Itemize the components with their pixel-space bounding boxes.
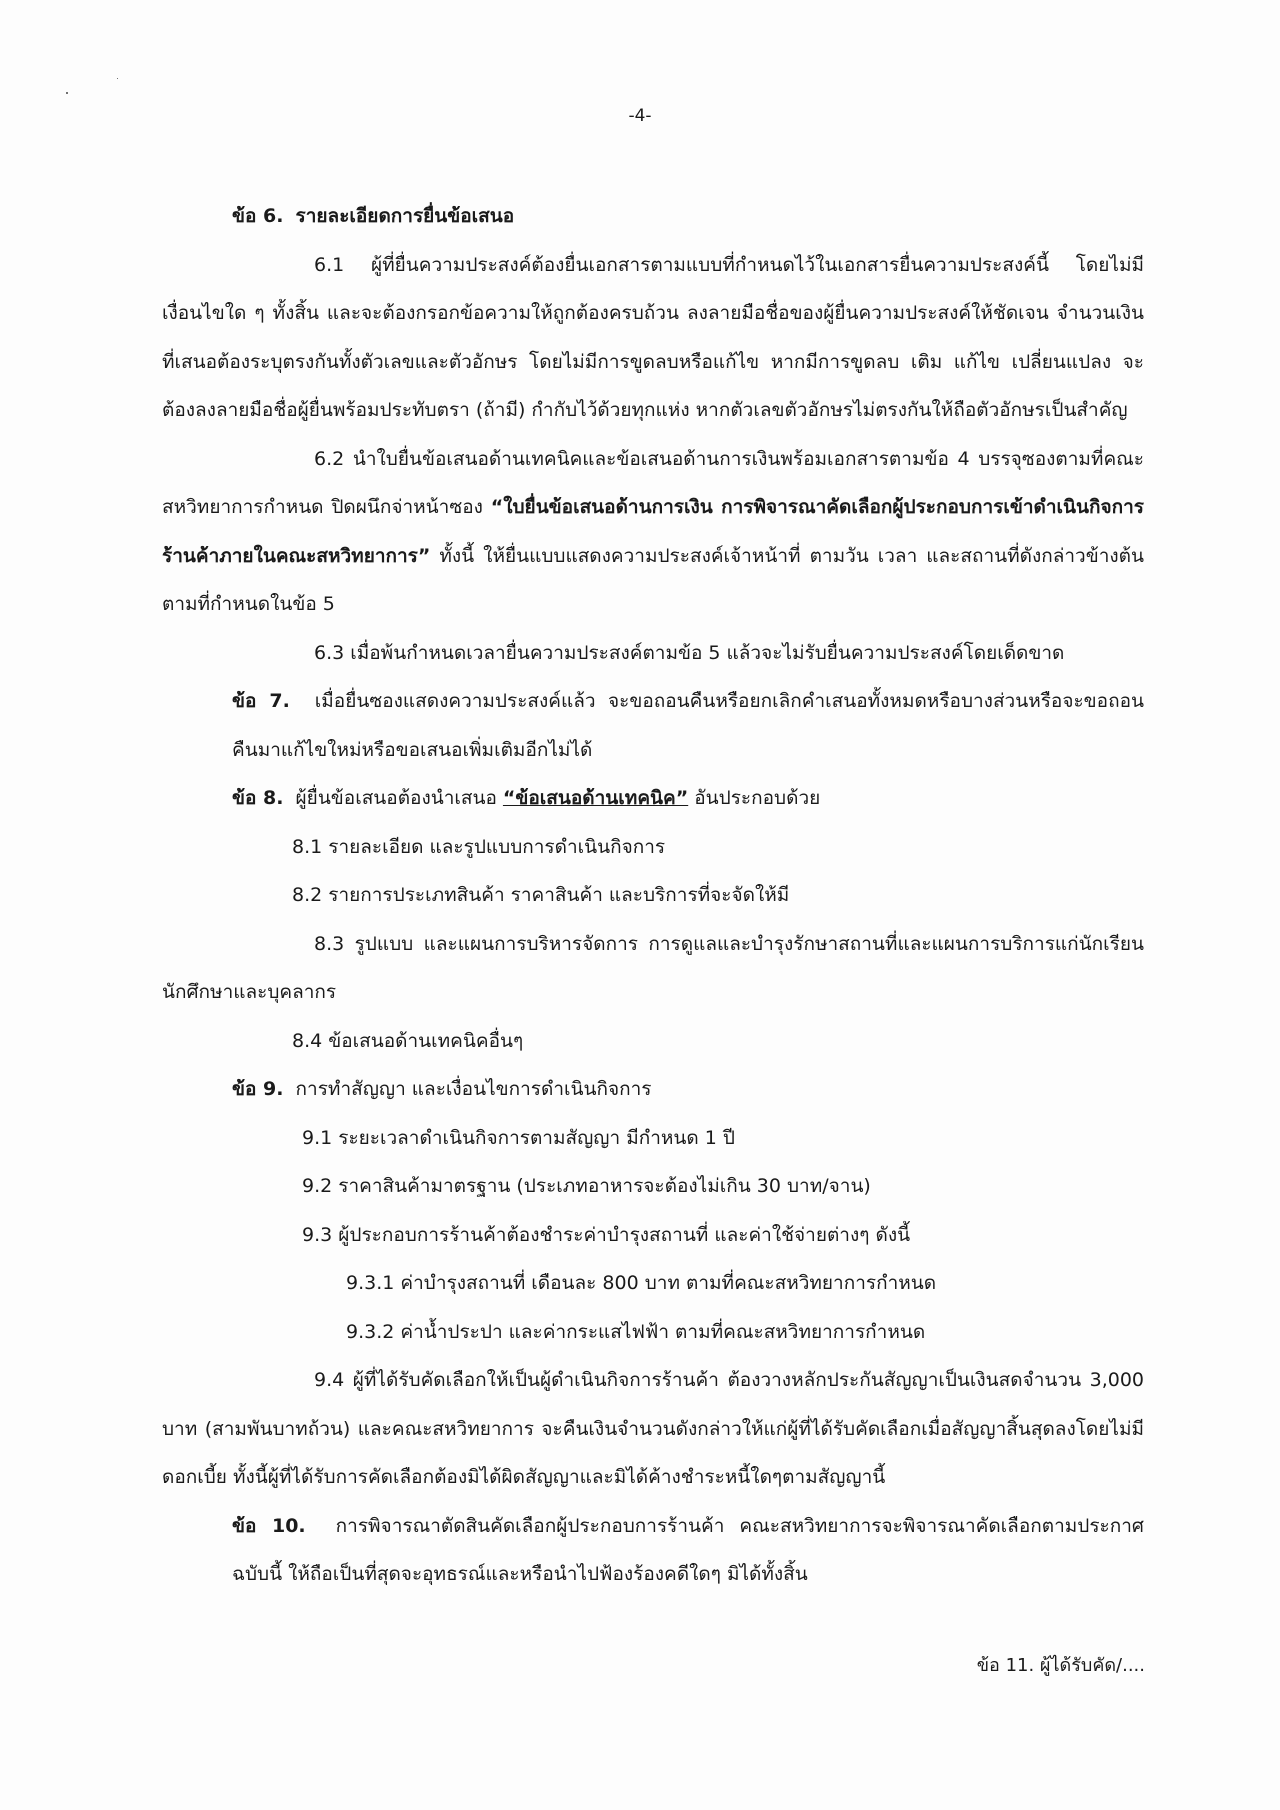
clause-9-3-2: 9.3.2 ค่าน้ำประปา และค่ากระแสไฟฟ้า ตามที่คณะสหวิทยาการกำหนด bbox=[346, 1320, 926, 1343]
document-body bbox=[162, 192, 1144, 1599]
section-7-label: ข้อ 7. bbox=[232, 690, 290, 712]
scan-speck bbox=[66, 92, 68, 94]
clause-9-1: 9.1 ระยะเวลาดำเนินกิจการตามสัญญา มีกำหนด 1 ปี bbox=[302, 1126, 735, 1149]
clause-9-4: 9.4 ผู้ที่ได้รับคัดเลือกให้เป็นผู้ดำเนินกิจการร้านค้า ต้องวางหลักประกันสัญญาเป็นเงินสดจำนวน 3,000 บาท (สามพันบาทถ้วน) และคณะสหวิทยาการ จะคืนเงินจำนวนดังกล่าวให้แก่ผู้ที่ได้รับคัดเลือกเมื่อสัญญาสิ้นสุดลงโดยไม่มีดอกเบี้ย ทั้งนี้ผู้ที่ได้รับการคัดเลือกต้องมิได้ผิดสัญญาและมิได้ค้างชำระหนี้ใดๆตามสัญญานี้ bbox=[162, 1369, 1144, 1488]
clause-8-1: 8.1 รายละเอียด และรูปแบบการดำเนินกิจการ bbox=[292, 835, 666, 858]
clause-6-2 bbox=[162, 435, 1144, 629]
clause-8-3: 8.3 รูปแบบ และแผนการบริหารจัดการ การดูแลและบำรุงรักษาสถานที่และแผนการบริการแก่นักเรียน นักศึกษาและบุคลากร bbox=[162, 932, 1144, 1003]
clause-9-3-1: 9.3.1 ค่าบำรุงสถานที่ เดือนละ 800 บาท ตามที่คณะสหวิทยาการกำหนด bbox=[346, 1272, 937, 1294]
clause-6-2-text-c: ทั้งนี้ ให้ยื่นแบบแสดงความประสงค์เจ้าหน้าที่ ตามวัน เวลา และสถานที่ดังกล่าวข้างต้นตามที่กำหนดในข้อ 5 bbox=[162, 544, 1144, 615]
section-6-heading bbox=[162, 192, 1144, 241]
clause-6-3: 6.3 เมื่อพ้นกำหนดเวลายื่นความประสงค์ตามข้อ 5 แล้วจะไม่รับยื่นความประสงค์โดยเด็ดขาด bbox=[314, 641, 1065, 664]
clause-8-2: 8.2 รายการประเภทสินค้า ราคาสินค้า และบริการที่จะจัดให้มี bbox=[292, 884, 790, 906]
section-8-label: ข้อ 8. bbox=[232, 787, 284, 809]
section-7 bbox=[162, 677, 1144, 774]
section-8 bbox=[162, 774, 1144, 823]
section-9-text: การทำสัญญา และเงื่อนไขการดำเนินกิจการ bbox=[295, 1078, 652, 1100]
section-8-text-a: ผู้ยื่นข้อเสนอต้องนำเสนอ bbox=[295, 787, 497, 809]
section-6-title: รายละเอียดการยื่นข้อเสนอ bbox=[295, 205, 515, 227]
section-9-label: ข้อ 9. bbox=[232, 1078, 284, 1100]
section-6-label: ข้อ 6. bbox=[232, 205, 284, 227]
scan-speck bbox=[117, 78, 118, 79]
clause-9-2: 9.2 ราคาสินค้ามาตรฐาน (ประเภทอาหารจะต้องไม่เกิน 30 บาท/จาน) bbox=[302, 1175, 871, 1197]
section-8-text-b: อันประกอบด้วย bbox=[694, 787, 821, 809]
clause-6-1: 6.1 ผู้ที่ยื่นความประสงค์ต้องยื่นเอกสารตามแบบที่กำหนดไว้ในเอกสารยื่นความประสงค์นี้ โดยไม่มีเงื่อนไขใด ๆ ทั้งสิ้น และจะต้องกรอกข้อความให้ถูกต้องครบถ้วน ลงลายมือชื่อของผู้ยื่นความประสงค์ให้ชัดเจน จำนวนเงินที่เสนอต้องระบุตรงกันทั้งตัวเลขและตัวอักษร โดยไม่มีการขูดลบหรือแก้ไข หากมีการขูดลบ เติม แก้ไข เปลี่ยนแปลง จะต้องลงลายมือชื่อผู้ยื่นพร้อมประทับตรา (ถ้ามี) กำกับไว้ด้วยทุกแห่ง หากตัวเลขตัวอักษรไม่ตรงกันให้ถือตัวอักษรเป็นสำคัญ bbox=[162, 253, 1144, 421]
clause-6-2-envelope-title: “ใบยื่นข้อเสนอด้านการเงิน การพิจารณาคัดเลือกผู้ประกอบการเข้าดำเนินกิจการร้านค้าภายในคณะสหวิทยาการ” bbox=[162, 496, 1144, 567]
clause-6-2-text-a: 6.2 นำใบยื่นข้อเสนอด้านเทคนิคและข้อเสนอด้านการเงินพร้อมเอกสารตามข้อ 4 บรรจุซองตามที่คณะสหวิทยาการกำหนด ปิดผนึกจ่าหน้าซอง bbox=[162, 447, 1144, 518]
section-10-text: การพิจารณาตัดสินคัดเลือกผู้ประกอบการร้านค้า คณะสหวิทยาการจะพิจารณาคัดเลือกตามประกาศฉบับนี้ ให้ถือเป็นที่สุดจะอุทธรณ์และหรือนำไปฟ้องร้องคดีใดๆ มิได้ทั้งสิ้น bbox=[232, 1514, 1144, 1585]
section-8-technical-proposal: “ข้อเสนอด้านเทคนิค” bbox=[502, 787, 689, 809]
page-number: -4- bbox=[628, 106, 652, 126]
continuation-footer: ข้อ 11. ผู้ได้รับคัด/.... bbox=[976, 1655, 1145, 1676]
clause-8-4: 8.4 ข้อเสนอด้านเทคนิคอื่นๆ bbox=[292, 1029, 524, 1052]
section-7-text: เมื่อยื่นซองแสดงความประสงค์แล้ว จะขอถอนคืนหรือยกเลิกคำเสนอทั้งหมดหรือบางส่วนหรือจะขอถอนคืนมาแก้ไขใหม่หรือขอเสนอเพิ่มเติมอีกไม่ได้ bbox=[232, 690, 1144, 761]
section-10-label: ข้อ 10. bbox=[232, 1514, 306, 1537]
section-9 bbox=[162, 1065, 1144, 1114]
section-10 bbox=[162, 1502, 1144, 1599]
clause-9-3: 9.3 ผู้ประกอบการร้านค้าต้องชำระค่าบำรุงสถานที่ และค่าใช้จ่ายต่างๆ ดังนี้ bbox=[302, 1223, 911, 1246]
